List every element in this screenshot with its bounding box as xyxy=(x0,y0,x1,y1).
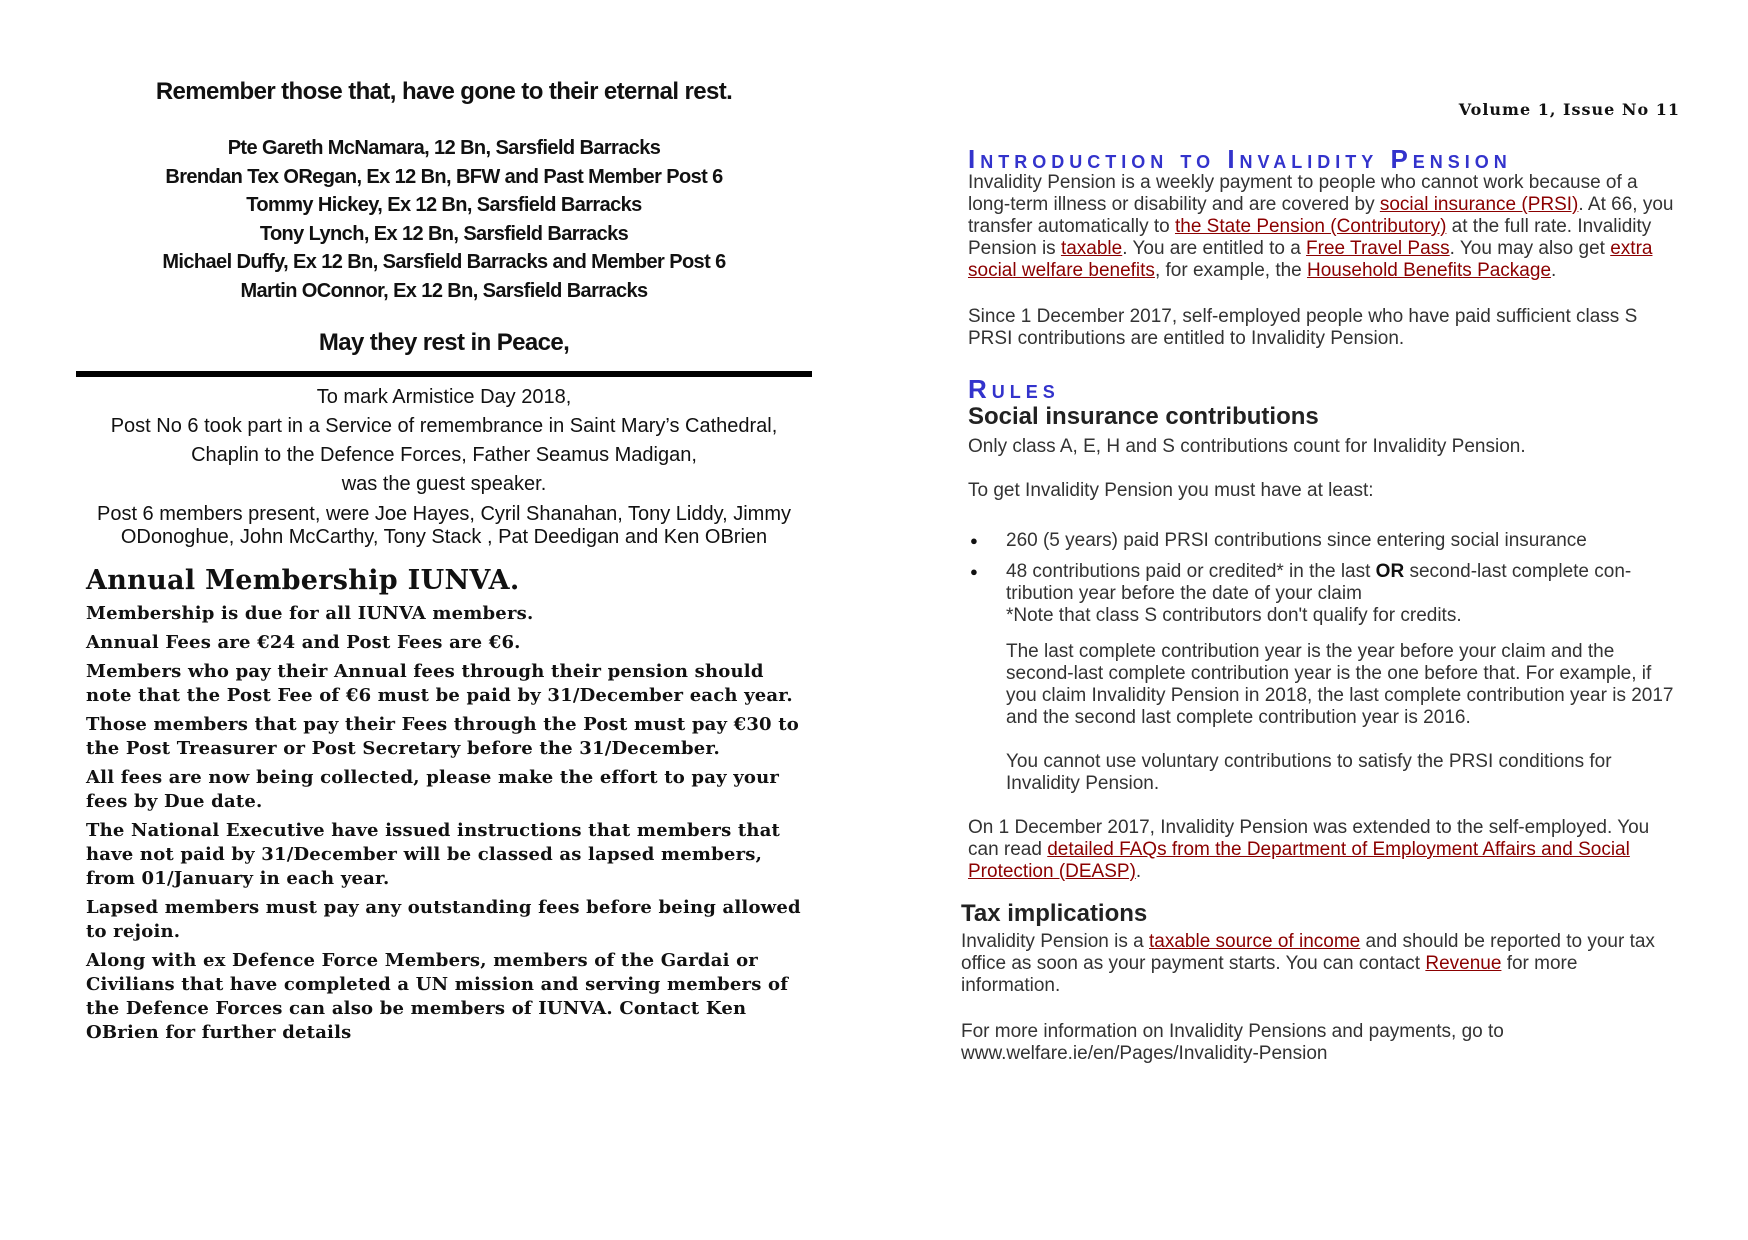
armistice-members: Post 6 members present, were Joe Hayes, Cyril Shanahan, Tony Liddy, Jimmy ODonoghue, John McCarthy, Tony Stack , Pat Deedigan and Ken OBrien xyxy=(96,503,791,548)
contributions-subheading: Social insurance contributions xyxy=(968,403,1319,430)
rules-body xyxy=(968,436,1680,502)
prsi-link[interactable]: social insurance (PRSI) xyxy=(1379,194,1579,215)
left-page xyxy=(80,78,808,1050)
memorial-name: Martin OConnor, Ex 12 Bn, Sarsfield Barracks xyxy=(240,279,648,302)
membership-paragraph: Along with ex Defence Force Members, members of the Gardai or Civilians that have completed a UN mission and serving members of the Defence Forces can also be members of IUNVA. Contact Ken OBrien for further details xyxy=(86,950,789,1043)
credits-note: *Note that class S contributors don't qualify for credits. xyxy=(1006,605,1462,626)
rules-heading: Rules xyxy=(968,374,1060,404)
extended-text: . xyxy=(1135,861,1142,882)
membership-paragraph: All fees are now being collected, please make the effort to pay your fees by Due date. xyxy=(86,767,780,812)
membership-paragraph: Lapsed members must pay any outstanding fees before being allowed to rejoin. xyxy=(86,897,801,942)
tax-text: Invalidity Pension is a xyxy=(961,931,1149,952)
household-benefits-link[interactable]: Household Benefits Package xyxy=(1307,260,1552,281)
intro-text: . xyxy=(1551,260,1557,281)
membership-paragraph: Membership is due for all IUNVA members. xyxy=(86,603,534,624)
intro-text: , for example, the xyxy=(1154,260,1308,281)
membership-paragraph: Those members that pay their Fees through the Post must pay €30 to the Post Treasurer or Post Secretary before the 31/December. xyxy=(86,714,799,759)
membership-title: Annual Membership IUNVA. xyxy=(86,565,520,596)
intro-paragraph xyxy=(968,172,1680,350)
armistice-line: To mark Armistice Day 2018, xyxy=(316,386,572,408)
deasp-faq-link[interactable]: detailed FAQs from the Department of Employment Affairs and Social Protection (DEASP) xyxy=(968,839,1630,882)
taxable-income-link[interactable]: taxable source of income xyxy=(1149,931,1361,952)
tax-subheading: Tax implications xyxy=(961,900,1148,927)
membership-paragraph: The National Executive have issued instructions that members that have not paid by 31/December will be classed as lapsed members, from 01/January in each year. xyxy=(86,820,781,889)
tax-text: and should be reported to your tax office as soon as your payment starts. You can contact xyxy=(961,931,1655,974)
intro-text: Invalidity Pension is a weekly payment to people who cannot work because of a long-term illness or disability and are covered by xyxy=(968,172,1638,215)
memorial-name: Tony Lynch, Ex 12 Bn, Sarsfield Barracks xyxy=(259,222,629,245)
armistice-line: Post No 6 took part in a Service of remembrance in Saint Mary’s Cathedral, xyxy=(110,415,778,437)
extended-text: On 1 December 2017, Invalidity Pension was extended to the self-employed. You can read xyxy=(968,817,1650,860)
self-employed-paragraph: Since 1 December 2017, self-employed people who have paid sufficient class S PRSI contributions are entitled to Invalidity Pension. xyxy=(968,306,1638,349)
rest-in-peace-line: May they rest in Peace, xyxy=(318,329,570,356)
membership-paragraph: Members who pay their Annual fees through their pension should note that the Post Fee of €6 must be paid by 31/December each year. xyxy=(86,661,793,706)
membership-paragraph: Annual Fees are €24 and Post Fees are €6. xyxy=(86,632,521,653)
or-emphasis: OR xyxy=(1375,561,1405,582)
memorial-name: Tommy Hickey, Ex 12 Bn, Sarsfield Barracks xyxy=(246,194,642,216)
memorial-names-list xyxy=(80,134,808,305)
tax-text: for more information. xyxy=(961,953,1578,996)
list-item xyxy=(968,530,1680,552)
intro-text: . At 66, you transfer automatically to xyxy=(968,194,1674,237)
revenue-link[interactable]: Revenue xyxy=(1425,953,1502,974)
contribution-year-notes xyxy=(968,641,1680,795)
tax-section xyxy=(961,899,1680,1065)
armistice-notice xyxy=(80,383,808,549)
armistice-line: was the guest speaker. xyxy=(341,473,547,495)
memorial-name: Pte Gareth McNamara, 12 Bn, Sarsfield Barracks xyxy=(227,137,661,159)
tax-paragraph xyxy=(961,931,1680,1065)
memorial-name: Brendan Tex ORegan, Ex 12 Bn, BFW and Past Member Post 6 xyxy=(165,165,723,188)
bullet-text: 260 (5 years) paid PRSI contributions since entering social insurance xyxy=(1006,530,1587,551)
extra-benefits-link[interactable]: extra social welfare benefits xyxy=(968,238,1653,281)
memorial-name: Michael Duffy, Ex 12 Bn, Sarsfield Barracks and Member Post 6 xyxy=(162,251,726,273)
bullet-text: second-last complete con-tribution year before the date of your claim xyxy=(1006,561,1632,604)
last-year-paragraph: The last complete contribution year is the year before your claim and the second-last complete contribution year is the one before that. For example, if you claim Invalidity Pension in 2018, the last complete contribution year is 2017 and the second last complete contribution year is 2016. xyxy=(1006,641,1674,728)
section-divider xyxy=(76,371,812,377)
more-info-paragraph: For more information on Invalidity Pensions and payments, go to www.welfare.ie/en/Pages/Invalidity-Pension xyxy=(961,1021,1504,1064)
free-travel-pass-link[interactable]: Free Travel Pass xyxy=(1306,238,1450,259)
must-have-intro: To get Invalidity Pension you must have at least: xyxy=(968,480,1374,501)
memorial-title: Remember those that, have gone to their eternal rest. xyxy=(155,78,733,105)
contribution-classes: Only class A, E, H and S contributions count for Invalidity Pension. xyxy=(968,436,1526,457)
intro-text: at the full rate. Invalidity Pension is xyxy=(968,216,1652,259)
requirements-list xyxy=(968,530,1680,627)
right-page xyxy=(961,96,1680,1065)
intro-text: . You may also get xyxy=(1449,238,1611,259)
intro-text: . You are entitled to a xyxy=(1122,238,1307,259)
taxable-link[interactable]: taxable xyxy=(1060,238,1123,259)
voluntary-paragraph: You cannot use voluntary contributions to satisfy the PRSI conditions for Invalidity Pension. xyxy=(1006,751,1612,794)
state-pension-link[interactable]: the State Pension (Contributory) xyxy=(1174,216,1447,237)
list-item xyxy=(968,561,1680,627)
membership-section xyxy=(86,565,808,1045)
extended-paragraph xyxy=(968,817,1680,883)
armistice-line: Chaplin to the Defence Forces, Father Seamus Madigan, xyxy=(191,444,697,466)
bullet-text: 48 contributions paid or credited* in the last xyxy=(1006,561,1376,582)
intro-heading: Introduction to Invalidity Pension xyxy=(968,144,1512,174)
volume-issue-label: Volume 1, Issue No 11 xyxy=(1458,100,1680,119)
